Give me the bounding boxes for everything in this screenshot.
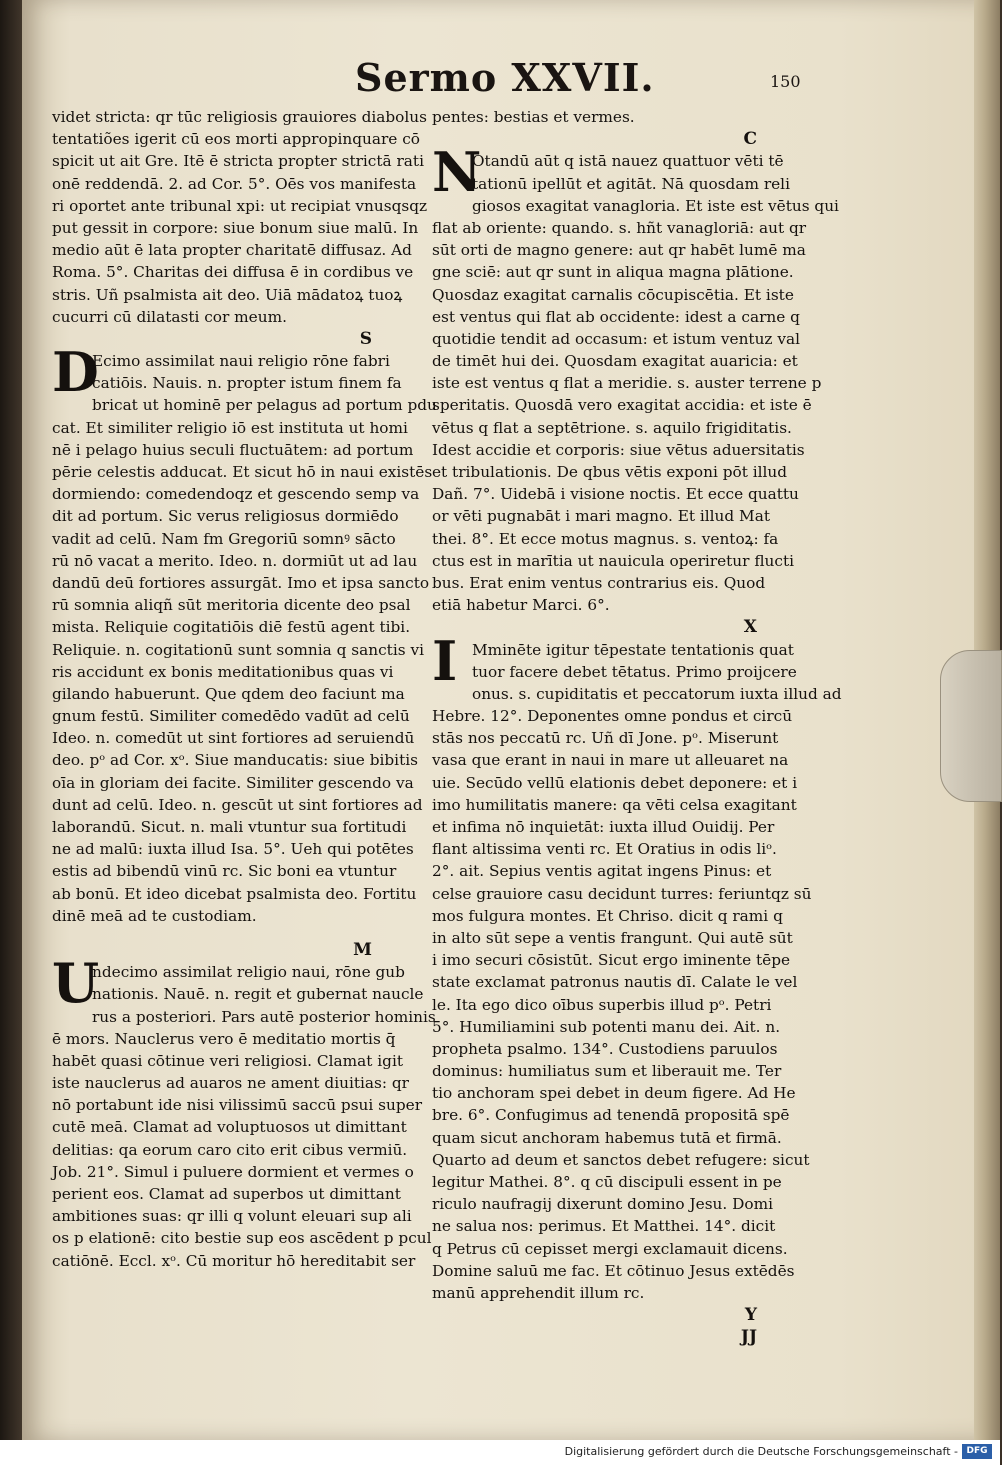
text-line: cucurri cū dilatasti cor meum. [52,307,287,326]
text-line: dominus: humiliatus sum et liberauit me. Ter [432,1062,782,1081]
text-line: etiā habetur Marci. 6°. [432,596,610,615]
text-line: i imo securi cōsistūt. Sicut ergo iminente tēpe [432,951,791,970]
left-para-3 [52,951,436,1272]
text-line: q Petrus cū cepisset mergi exclamauit dicens. [432,1239,788,1258]
text-line: Hebre. 12°. Deponentes omne pondus et circū [432,707,793,726]
text-line: state exclamat patronus nautis dī. Calate le vel [432,973,798,992]
text-line: Domine saluū me fac. Et cōtinuo Jesus extēdēs [432,1261,795,1280]
text-line: thei. 8°. Et ecce motus magnus. s. ventoꝝ: fa [432,529,779,548]
dfg-logo: DFG [962,1444,992,1459]
text-line: dormiendo: comedendoqz et gescendo semp va [52,485,420,504]
text-line: Ecimo assimilat naui religio rōne fabri [92,352,390,371]
text-line: dunt ad celū. Ideo. n. gescūt ut sint fortiores ad [52,795,423,814]
text-line: Idest accidie et corporis: siue vētus aduersitatis [432,440,805,459]
text-line: tio anchoram spei debet in deum figere. Ad He [432,1084,796,1103]
text-line: est ventus qui flat ab occidente: idest a carne q [432,307,800,326]
left-column [52,106,437,1272]
text-line: Quosdaz exagitat carnalis cōcupiscētia. Et iste [432,285,794,304]
page-title: Sermo XXVII. [355,55,655,100]
text-line: de timēt hui dei. Quosdam exagitat auaricia: et [432,352,798,371]
text-line: gnum festū. Similiter comedēdo vadūt ad celū [52,707,410,726]
text-line: flant altissima venti rc. Et Oratius in odis liᵒ. [432,840,777,859]
text-line: sūt orti de magno genere: aut qr habēt lumē ma [432,241,806,260]
text-line: iste nauclerus ad auaros ne ament diuitias: qr [52,1074,409,1093]
text-line: et tribulationis. De qbus vētis exponi pōt illud [432,463,788,481]
text-line: catiōis. Nauis. n. propter istum finem fa [92,374,402,393]
text-line: onus. s. cupiditatis et peccatorum iuxta illud ad [472,684,842,703]
text-line: speritatis. Quosdā vero exagitat accidia: et iste ē [432,396,812,415]
text-line: Job. 21°. Simul i puluere dormient et vermes o [52,1162,414,1181]
text-line: 5°. Humiliamini sub potenti manu dei. Ait. n. [432,1017,781,1036]
section-marker: S [359,328,372,349]
text-line: propheta psalmo. 134°. Custodiens paruulos [432,1039,778,1058]
section-marker: M [353,939,372,960]
text-line: flat ab oriente: quando. s. hñt vanagloriā: aut qr [432,218,807,237]
catchword: JJ [740,1327,757,1348]
text-line: ris accidunt ex bonis meditationibus quas vi [52,662,394,681]
right-column [432,106,842,1349]
text-line: habēt quasi cōtinue veri religiosi. Clamat igit [52,1051,403,1070]
text-line: ē mors. Nauclerus vero ē meditatio mortis q̄ [52,1029,396,1048]
text-line: riculo naufragij dixerunt domino Jesu. Domi [432,1195,773,1214]
text-line: delitias: qa eorum caro cito erit cibus vermiū. [52,1140,408,1159]
text-line: Quarto ad deum et sanctos debet refugere: sicut [432,1150,810,1169]
text-line: nē i pelago huius seculi fluctuātem: ad portum [52,440,414,459]
text-line: legitur Mathei. 8°. q cū discipuli essent in pe [432,1173,782,1191]
text-line: bus. Erat enim ventus contrarius eis. Quod [432,573,766,592]
text-line: ambitiones suas: qr illi q volunt eleuari sup ali [52,1207,412,1226]
text-line: cat. Et similiter religio iō est instituta ut homi [52,418,408,437]
text-line: vadit ad celū. Nam fm Gregoriū somnꝰ sācto [52,529,396,548]
drop-cap: D [52,340,99,405]
text-line: uie. Secūdo vellū elationis debet deponere: et i [432,773,798,792]
text-line: oīa in gloriam dei facite. Similiter gescendo va [52,773,414,792]
text-line: le. Ita ego dico oībus superbis illud pᵒ. Petri [432,995,772,1014]
text-line: giosos exagitat vanagloria. Et iste est vētus qui [472,196,839,215]
drop-cap: U [52,951,100,1016]
text-line: quam sicut anchoram habemus tutā et firmā. [432,1128,782,1147]
text-line: Roma. 5°. Charitas dei diffusa ē in cordibus ve [52,263,414,282]
text-line: laborandū. Sicut. n. mali vtuntur sua fortitudi [52,818,407,836]
page-clip [940,650,1002,802]
text-line: ndecimo assimilat religio naui, rōne gub [92,963,405,982]
left-para-2 [52,340,437,927]
text-line: ab bonū. Et ideo dicebat psalmista deo. Fortitu [52,884,417,903]
text-line: in alto sūt sepe a ventis frangunt. Qui autē sūt [432,928,793,947]
text-line: stris. Uñ psalmista ait deo. Uiā mādatoꝝ tuoꝝ [52,285,403,304]
text-line: nationis. Nauē. n. regit et gubernat naucle [92,985,424,1004]
text-line: rus a posteriori. Pars autē posterior hominis [92,1007,436,1026]
text-line: or vēti pugnabāt i mari magno. Et illud Mat [432,507,770,526]
text-line: cutē meā. Clamat ad voluptuosos ut dimittant [52,1118,407,1137]
drop-cap: I [432,628,458,693]
text-line: bre. 6°. Confugimus ad tenendā propositā spē [432,1106,790,1125]
text-line: manū apprehendit illum rc. [432,1283,645,1302]
text-line: os p elationē: cito bestie sup eos ascēdent p pcul [52,1229,432,1248]
text-line: videt stricta: qr tūc religiosis grauiores diabolus [52,108,427,126]
text-line: imo humilitatis manere: qa vēti celsa exagitant [432,795,797,814]
left-para-1 [52,106,428,328]
text-line: gne sciē: aut qr sunt in aliqua magna plātione. [432,263,794,282]
text-line: ne ad malū: iuxta illud Isa. 5°. Ueh qui potētes [52,840,414,859]
text-line: ctus est in marītia ut nauicula operiretur flucti [432,551,794,570]
text-line: vasa que erant in naui in mare ut alleuaret na [432,751,789,770]
text-line: tuor facere debet tētatus. Primo proijcere [472,662,797,681]
section-marker: X [743,617,757,638]
text-line: Ideo. n. comedūt ut sint fortiores ad seruiendū [52,729,415,748]
text-line: onē reddendā. 2. ad Cor. 5°. Oēs vos manifesta [52,174,417,193]
text-line: catiōnē. Eccl. xᵒ. Cū moritur hō hereditabit ser [52,1251,416,1270]
text-line: quotidie tendit ad occasum: et istum ventuz val [432,329,800,348]
text-line: dandū deū fortiores assurgāt. Imo et ipsa sancto [52,573,430,592]
text-line: put gessit in corpore: siue bonum siue malū. In [52,218,419,237]
text-line: bricat ut hominē per pelagus ad portum pdu [92,396,437,415]
text-line: ne salua nos: perimus. Et Matthei. 14°. dicit [432,1217,776,1236]
right-para-1 [432,140,839,616]
text-line: stās nos peccatū rc. Uñ dī Jone. pᵒ. Miserunt [432,729,779,748]
text-line: dinē meā ad te custodiam. [52,906,257,925]
drop-cap: N [432,140,482,205]
text-line: medio aūt ē lata propter charitatē diffusaz. Ad [52,241,412,260]
section-marker: C [743,129,757,150]
text-line: pentes: bestias et vermes. [432,108,635,126]
text-line: spicit ut ait Gre. Itē ē stricta propter strictā rati [52,152,424,171]
folio-number: 150 [770,72,801,91]
text-line: tentatiões igerit cū eos morti appropinquare cō [52,130,420,149]
section-marker: Y [744,1305,757,1326]
text-line: Otandū aūt q istā nauez quattuor vēti tē [472,152,784,171]
text-line: mos fulgura montes. Et Chriso. dicit q rami q [432,906,783,925]
text-line: Mminēte igitur tēpestate tentationis quat [472,640,794,659]
text-line: pērie celestis adducat. Et sicut hō in naui existēs [52,463,433,481]
text-line: tationū ipellūt et agitāt. Nā quosdam reli [472,174,790,193]
text-line: et infima nō inquietāt: iuxta illud Ouidij. Per [432,818,775,836]
footer-credit: Digitalisierung gefördert durch die Deutsche Forschungsgemeinschaft - [564,1445,958,1458]
text-line: Dañ. 7°. Uidebā i visione noctis. Et ecce quattu [432,485,799,504]
text-line: iste est ventus q flat a meridie. s. auster terrene p [432,374,822,393]
text-line: 2°. ait. Sepius ventis agitat ingens Pinus: et [432,862,772,881]
text-line: celse grauiore casu decidunt turres: feriuntqz sū [432,884,812,903]
text-line: mista. Reliquie cogitatiōis diē festū agent tibi. [52,618,411,637]
right-para-2 [432,628,842,1305]
text-line: deo. pᵒ ad Cor. xᵒ. Siue manducatis: siue bibitis [52,751,418,770]
text-line: dit ad portum. Sic verus religiosus dormiēdo [52,507,399,526]
text-line: Reliquie. n. cogitationū sunt somnia q sanctis vi [52,640,424,659]
text-line: vētus q flat a septētrione. s. aquilo frigiditatis. [432,418,792,437]
text-line: rū somnia aliqñ sūt meritoria dicente deo psal [52,596,411,615]
text-line: perient eos. Clamat ad superbos ut dimittant [52,1185,401,1203]
text-line: rū nō vacat a merito. Ideo. n. dormiūt ut ad lau [52,551,418,570]
text-line: ri oportet ante tribunal xpi: ut recipiat vnusqsqz [52,196,428,215]
text-line: gilando habuerunt. Que qdem deo faciunt ma [52,684,405,703]
text-line: estis ad bibendū vinū rc. Sic boni ea vtuntur [52,862,397,881]
text-line: nō portabunt ide nisi vilissimū saccū psui super [52,1096,423,1115]
